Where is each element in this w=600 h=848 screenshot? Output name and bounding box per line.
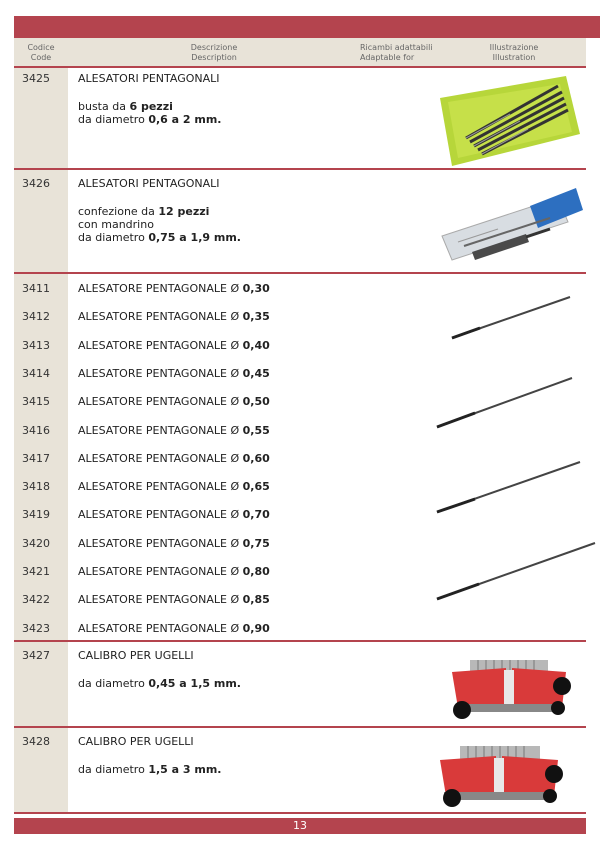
- reamer-label: ALESATORE PENTAGONALE Ø: [78, 282, 243, 295]
- reamer-label: ALESATORE PENTAGONALE Ø: [78, 367, 243, 380]
- product-title: ALESATORI PENTAGONALI: [78, 177, 220, 190]
- reamer-size: 0,55: [242, 424, 270, 437]
- product-code: 3426: [22, 177, 50, 190]
- nozzle-gauge-image: [436, 742, 568, 810]
- reamer-label: ALESATORE PENTAGONALE Ø: [78, 452, 243, 465]
- reamer-code: 3420: [22, 537, 50, 550]
- product-detail-line: busta da 6 pezzi: [78, 100, 173, 113]
- header-illustration: [454, 43, 574, 63]
- reamer-size: 0,65: [242, 480, 270, 493]
- reamer-label: ALESATORE PENTAGONALE Ø: [78, 395, 243, 408]
- reamer-label: ALESATORE PENTAGONALE Ø: [78, 537, 243, 550]
- header-illustration-it: Illustrazione: [489, 43, 539, 52]
- product-code: 3427: [22, 649, 50, 662]
- product-code: 3428: [22, 735, 50, 748]
- section-divider: [14, 812, 586, 814]
- product-description: [78, 72, 221, 126]
- reamer-code: 3413: [22, 339, 50, 352]
- reamer-code: 3411: [22, 282, 50, 295]
- header-description-en: Description: [191, 53, 237, 62]
- reamer-code: 3417: [22, 452, 50, 465]
- reamer-size: 0,80: [242, 565, 270, 578]
- reamer-label: ALESATORE PENTAGONALE Ø: [78, 339, 243, 352]
- reamer-size: 0,70: [242, 508, 270, 521]
- reamer-code: 3418: [22, 480, 50, 493]
- reamer-set-image: [440, 76, 580, 166]
- reamer-description: [78, 452, 270, 465]
- reamer-label: ALESATORE PENTAGONALE Ø: [78, 310, 243, 323]
- section-divider: [14, 168, 586, 170]
- reamer-tube-image: [438, 184, 583, 264]
- reamer-size: 0,90: [242, 622, 270, 635]
- product-title: ALESATORI PENTAGONALI: [78, 72, 220, 85]
- product-detail-line: da diametro 0,45 a 1,5 mm.: [78, 677, 241, 690]
- reamer-description: [78, 565, 270, 578]
- page-number: 13: [293, 819, 307, 832]
- reamer-size: 0,30: [242, 282, 270, 295]
- reamer-description: [78, 339, 270, 352]
- product-description: [78, 735, 221, 776]
- reamer-label: ALESATORE PENTAGONALE Ø: [78, 565, 243, 578]
- reamer-code: 3419: [22, 508, 50, 521]
- reamer-code: 3422: [22, 593, 50, 606]
- reamer-description: [78, 367, 270, 380]
- product-detail-line: confezione da 12 pezzi: [78, 205, 210, 218]
- product-detail-line: da diametro 0,75 a 1,9 mm.: [78, 231, 241, 244]
- header-description-it: Descrizione: [190, 43, 238, 52]
- product-code: 3425: [22, 72, 50, 85]
- reamer-description: [78, 537, 270, 550]
- reamer-size: 0,50: [242, 395, 270, 408]
- reamer-size: 0,85: [242, 593, 270, 606]
- reamer-description: [78, 593, 270, 606]
- reamer-description: [78, 480, 270, 493]
- reamer-description: [78, 622, 270, 635]
- reamer-image: [435, 459, 583, 515]
- product-title: CALIBRO PER UGELLI: [78, 649, 194, 662]
- reamer-size: 0,40: [242, 339, 270, 352]
- reamer-label: ALESATORE PENTAGONALE Ø: [78, 622, 243, 635]
- section-divider: [14, 726, 586, 728]
- reamer-code: 3412: [22, 310, 50, 323]
- reamer-size: 0,60: [242, 452, 270, 465]
- header-code-en: Code: [30, 53, 52, 62]
- header-adaptable: [344, 43, 470, 63]
- product-description: [78, 649, 241, 690]
- reamer-image: [450, 295, 572, 340]
- reamer-label: ALESATORE PENTAGONALE Ø: [78, 424, 243, 437]
- reamer-description: [78, 508, 270, 521]
- reamer-size: 0,75: [242, 537, 270, 550]
- reamer-code: 3421: [22, 565, 50, 578]
- top-banner: [14, 16, 600, 38]
- section-divider: [14, 272, 586, 274]
- reamer-code: 3416: [22, 424, 50, 437]
- product-detail-line: con mandrino: [78, 218, 154, 231]
- header-code: [14, 43, 68, 63]
- header-adaptable-it: Ricambi adattabili: [360, 43, 433, 52]
- header-description: [124, 43, 304, 63]
- reamer-code: 3423: [22, 622, 50, 635]
- product-detail-line: da diametro 0,6 a 2 mm.: [78, 113, 222, 126]
- reamer-description: [78, 424, 270, 437]
- header-illustration-en: Illustration: [492, 53, 536, 62]
- reamer-size: 0,35: [242, 310, 270, 323]
- product-description: [78, 177, 241, 244]
- reamer-code: 3414: [22, 367, 50, 380]
- page-footer: [14, 818, 586, 834]
- reamer-label: ALESATORE PENTAGONALE Ø: [78, 480, 243, 493]
- reamer-label: ALESATORE PENTAGONALE Ø: [78, 508, 243, 521]
- reamer-description: [78, 310, 270, 323]
- section-divider: [14, 640, 586, 642]
- product-detail-line: da diametro 1,5 a 3 mm.: [78, 763, 222, 776]
- header-adaptable-en: Adaptable for: [360, 53, 415, 62]
- header-divider: [14, 66, 586, 68]
- product-title: CALIBRO PER UGELLI: [78, 735, 194, 748]
- header-code-it: Codice: [27, 43, 55, 52]
- nozzle-gauge-image: [448, 656, 576, 722]
- reamer-code: 3415: [22, 395, 50, 408]
- reamer-image: [435, 375, 575, 430]
- reamer-description: [78, 395, 270, 408]
- reamer-image: [435, 540, 598, 602]
- table-header: [14, 38, 586, 66]
- reamer-size: 0,45: [242, 367, 270, 380]
- reamer-label: ALESATORE PENTAGONALE Ø: [78, 593, 243, 606]
- reamer-description: [78, 282, 270, 295]
